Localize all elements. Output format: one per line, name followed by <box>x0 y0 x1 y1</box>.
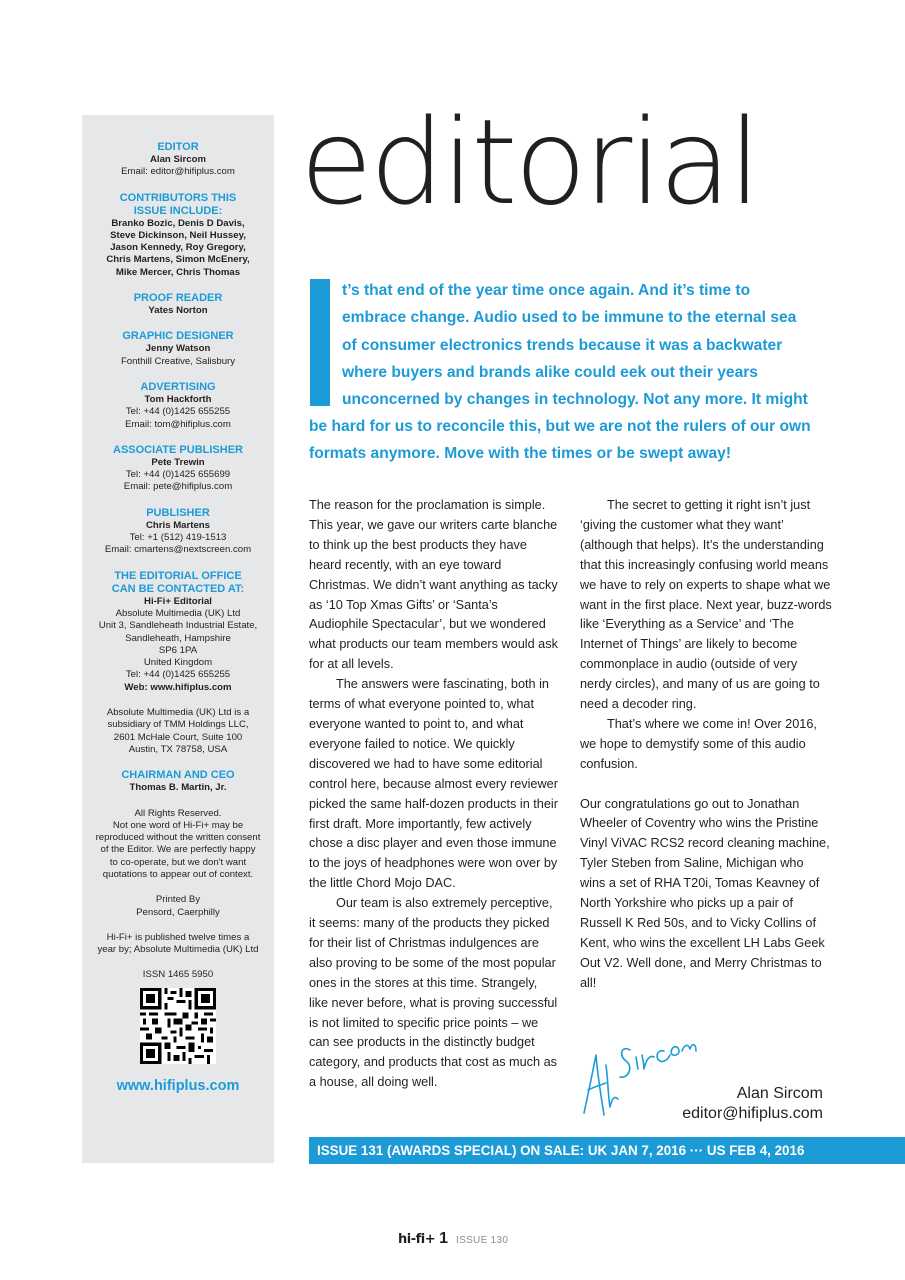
editor-heading: EDITOR <box>157 141 199 153</box>
advertising-name: Tom Hackforth <box>144 393 212 405</box>
contributor-line: Branko Bozic, Denis D Davis, <box>111 217 245 229</box>
associate-publisher-email: Email: pete@hifiplus.com <box>123 481 233 493</box>
body-paragraph: The answers were fascinating, both in terms of what everyone pointed to, what everyone wanted to point to, and what everyone failed to notice. We quickly discovered we had to have some editorial control here, because almost every reviewer picked the same half-dozen products in their first draft. More importantly, few actively chose a disc player and even those immune to the joys of headphones were won over by the little Chord Mojo DAC. <box>309 677 558 891</box>
drop-cap-letter-i <box>310 279 330 406</box>
signature-email[interactable]: editor@hifiplus.com <box>682 1105 823 1122</box>
printer-section <box>88 894 268 919</box>
graphic-designer-company: Fonthill Creative, Salisbury <box>120 355 236 367</box>
page-footer <box>398 1230 508 1248</box>
intro-continuation: be hard for us to reconcile this, but we are not the rulers of our own formats anymore. Move with the times or be swept away! <box>309 418 811 463</box>
subsidiary-line: Absolute Multimedia (UK) Ltd is a <box>106 707 250 719</box>
office-line: Tel: +44 (0)1425 655255 <box>125 669 231 681</box>
body-paragraph: The reason for the proclamation is simple. This year, we gave our writers carte blanche to think up the best products they have heard recently, with an eye toward Christmas. We didn’t want anything as tacky as ‘10 Top Xmas Gifts’ or ‘Santa’s Audiophile Spectacular’, but we wondered what products our team members would ask for at all levels. <box>309 498 558 672</box>
contributor-line: Chris Martens, Simon McEnery, <box>106 254 250 266</box>
advertising-tel: Tel: +44 (0)1425 655255 <box>125 406 231 418</box>
contributor-line: Mike Mercer, Chris Thomas <box>115 266 241 278</box>
subsidiary-line: 2601 McHale Court, Suite 100 <box>113 731 243 743</box>
graphic-designer-name: Jenny Watson <box>145 343 211 355</box>
page-title: editorial <box>300 93 759 231</box>
publisher-email: Email: cmartens@nextscreen.com <box>104 544 252 556</box>
publisher-heading: PUBLISHER <box>146 506 210 519</box>
editor-email: Email: editor@hifiplus.com <box>121 166 235 178</box>
rights-section <box>88 808 268 882</box>
signature-block <box>682 1084 823 1124</box>
intro-line: embrace change. Audio used to be immune to the eternal sea <box>342 309 797 327</box>
contributor-line: Steve Dickinson, Neil Hussey, <box>110 229 246 241</box>
proof-reader-name: Yates Norton <box>148 305 208 317</box>
body-paragraph: Our team is also extremely perceptive, it seems: many of the products they picked for their list of Christmas indulgences are also proving to be some of the most popular ones in the stores at this time. Strangely, like never before, what is proving successful is not limited to specific price points – we can see products in the distinctly budget category, and products that cost as much as a house, all doing well. <box>309 896 558 1090</box>
subsidiary-line: subsidiary of TMM Holdings LLC, <box>107 719 249 731</box>
body-column-left <box>309 496 559 1093</box>
body-column-right <box>580 496 832 994</box>
handwritten-signature <box>578 1025 698 1125</box>
office-line: Absolute Multimedia (UK) Ltd <box>115 607 241 619</box>
editor-section <box>88 141 268 179</box>
associate-publisher-section <box>88 444 268 494</box>
subsidiary-section <box>88 707 268 756</box>
office-web: Web: www.hifiplus.com <box>124 681 232 693</box>
contributor-line: Jason Kennedy, Roy Gregory, <box>110 242 246 254</box>
associate-publisher-heading: ASSOCIATE PUBLISHER <box>113 443 243 456</box>
body-paragraph: That’s where we come in! Over 2016, we hope to demystify some of this audio confusion. <box>580 716 817 771</box>
subsidiary-line: Austin, TX 78758, USA <box>128 743 228 755</box>
magazine-logo: hi-fi+ <box>398 1232 436 1247</box>
rights-line: reproduced without the written consent <box>95 832 261 844</box>
office-section <box>88 570 268 694</box>
signature-name: Alan Sircom <box>736 1085 823 1102</box>
intro-line: unconcerned by changes in technology. Not any more. It might <box>342 391 808 409</box>
proof-reader-section <box>88 292 268 317</box>
office-line: Sandleheath, Hampshire <box>125 632 231 644</box>
published-section <box>88 932 268 957</box>
intro-line: t’s that end of the year time once again. And it’s time to <box>342 282 751 299</box>
associate-publisher-tel: Tel: +44 (0)1425 655699 <box>125 469 231 481</box>
next-issue-banner: ISSUE 131 (AWARDS SPECIAL) ON SALE: UK JAN 7, 2016 ··· US FEB 4, 2016 <box>309 1137 905 1164</box>
printer-line: Printed By <box>155 894 201 906</box>
rights-line: quotations to appear out of context. <box>102 868 254 880</box>
chairman-heading: CHAIRMAN AND CEO <box>121 769 235 782</box>
office-name: Hi-Fi+ Editorial <box>144 595 212 607</box>
contributors-heading-2: ISSUE INCLUDE: <box>133 204 223 217</box>
chairman-section <box>88 769 268 794</box>
office-line: United Kingdom <box>143 657 213 669</box>
office-line: SP6 1PA <box>158 644 198 656</box>
issn: ISSN 1465 5950 <box>142 969 214 981</box>
published-line: year by; Absolute Multimedia (UK) Ltd <box>97 944 259 956</box>
advertising-email: Email: tom@hifiplus.com <box>125 418 231 430</box>
rights-line: All Rights Reserved. <box>134 807 222 819</box>
rights-line: Not one word of Hi-Fi+ may be <box>112 819 244 831</box>
advertising-heading: ADVERTISING <box>140 380 216 393</box>
printer-line: Pensord, Caerphilly <box>136 906 220 918</box>
rights-line: to co-operate, but we don't want <box>109 856 247 868</box>
graphic-designer-heading: GRAPHIC DESIGNER <box>122 330 234 343</box>
intro-line: where buyers and brands alike could eek out their years <box>342 363 758 381</box>
masthead-sidebar <box>82 115 274 1163</box>
website-link[interactable]: www.hifiplus.com <box>116 1077 240 1094</box>
office-heading-2: CAN BE CONTACTED AT: <box>111 582 245 595</box>
advertising-section <box>88 381 268 431</box>
body-paragraph: Our congratulations go out to Jonathan Wheeler of Coventry who wins the Pristine Vinyl ViVAC RCS2 record cleaning machine, Tyler Steben from Saline, Michigan who wins a set of RHA T20i, Tomas Keavney of North Yorkshire who picks up a pair of Russell K Red 50s, and to Vicky Collins of Kent, who wins the excellent LH Labs Geek Out V2. Well done, and Merry Christmas to all! <box>580 796 830 990</box>
publisher-name: Chris Martens <box>146 519 210 531</box>
body-paragraph: The secret to getting it right isn’t just ‘giving the customer what they want’ (although that helps). It’s the understanding that this increasingly confusing world means we have to rely on experts to shape what we want in the first place. Next year, buzz-words like ‘Everything as a Service’ and ‘The Internet of Things’ are likely to become commonplace in audio (outside of very nerdy circles), and many of us are going to need a decoder ring. <box>580 498 832 712</box>
issue-number: ISSUE 130 <box>456 1235 509 1246</box>
intro-line: of consumer electronics trends because it was a backwater <box>342 336 783 354</box>
publisher-tel: Tel: +1 (512) 419-1513 <box>129 532 227 544</box>
chairman-name: Thomas B. Martin, Jr. <box>129 782 227 794</box>
proof-reader-heading: PROOF READER <box>133 292 223 305</box>
publisher-section <box>88 507 268 557</box>
contributors-heading-1: CONTRIBUTORS THIS <box>119 191 237 204</box>
page-number: 1 <box>439 1230 449 1247</box>
editor-name: Alan Sircom <box>150 154 206 165</box>
published-line: Hi-Fi+ is published twelve times a <box>106 931 250 943</box>
rights-line: of the Editor. We are perfectly happy <box>100 844 256 856</box>
associate-publisher-name: Pete Trewin <box>151 456 205 468</box>
contributors-section <box>88 192 268 279</box>
office-line: Unit 3, Sandleheath Industrial Estate, <box>98 620 258 632</box>
qr-code-icon[interactable] <box>140 988 216 1064</box>
intro-first-lines <box>342 277 832 413</box>
office-heading-1: THE EDITORIAL OFFICE <box>114 569 242 582</box>
graphic-designer-section <box>88 330 268 368</box>
